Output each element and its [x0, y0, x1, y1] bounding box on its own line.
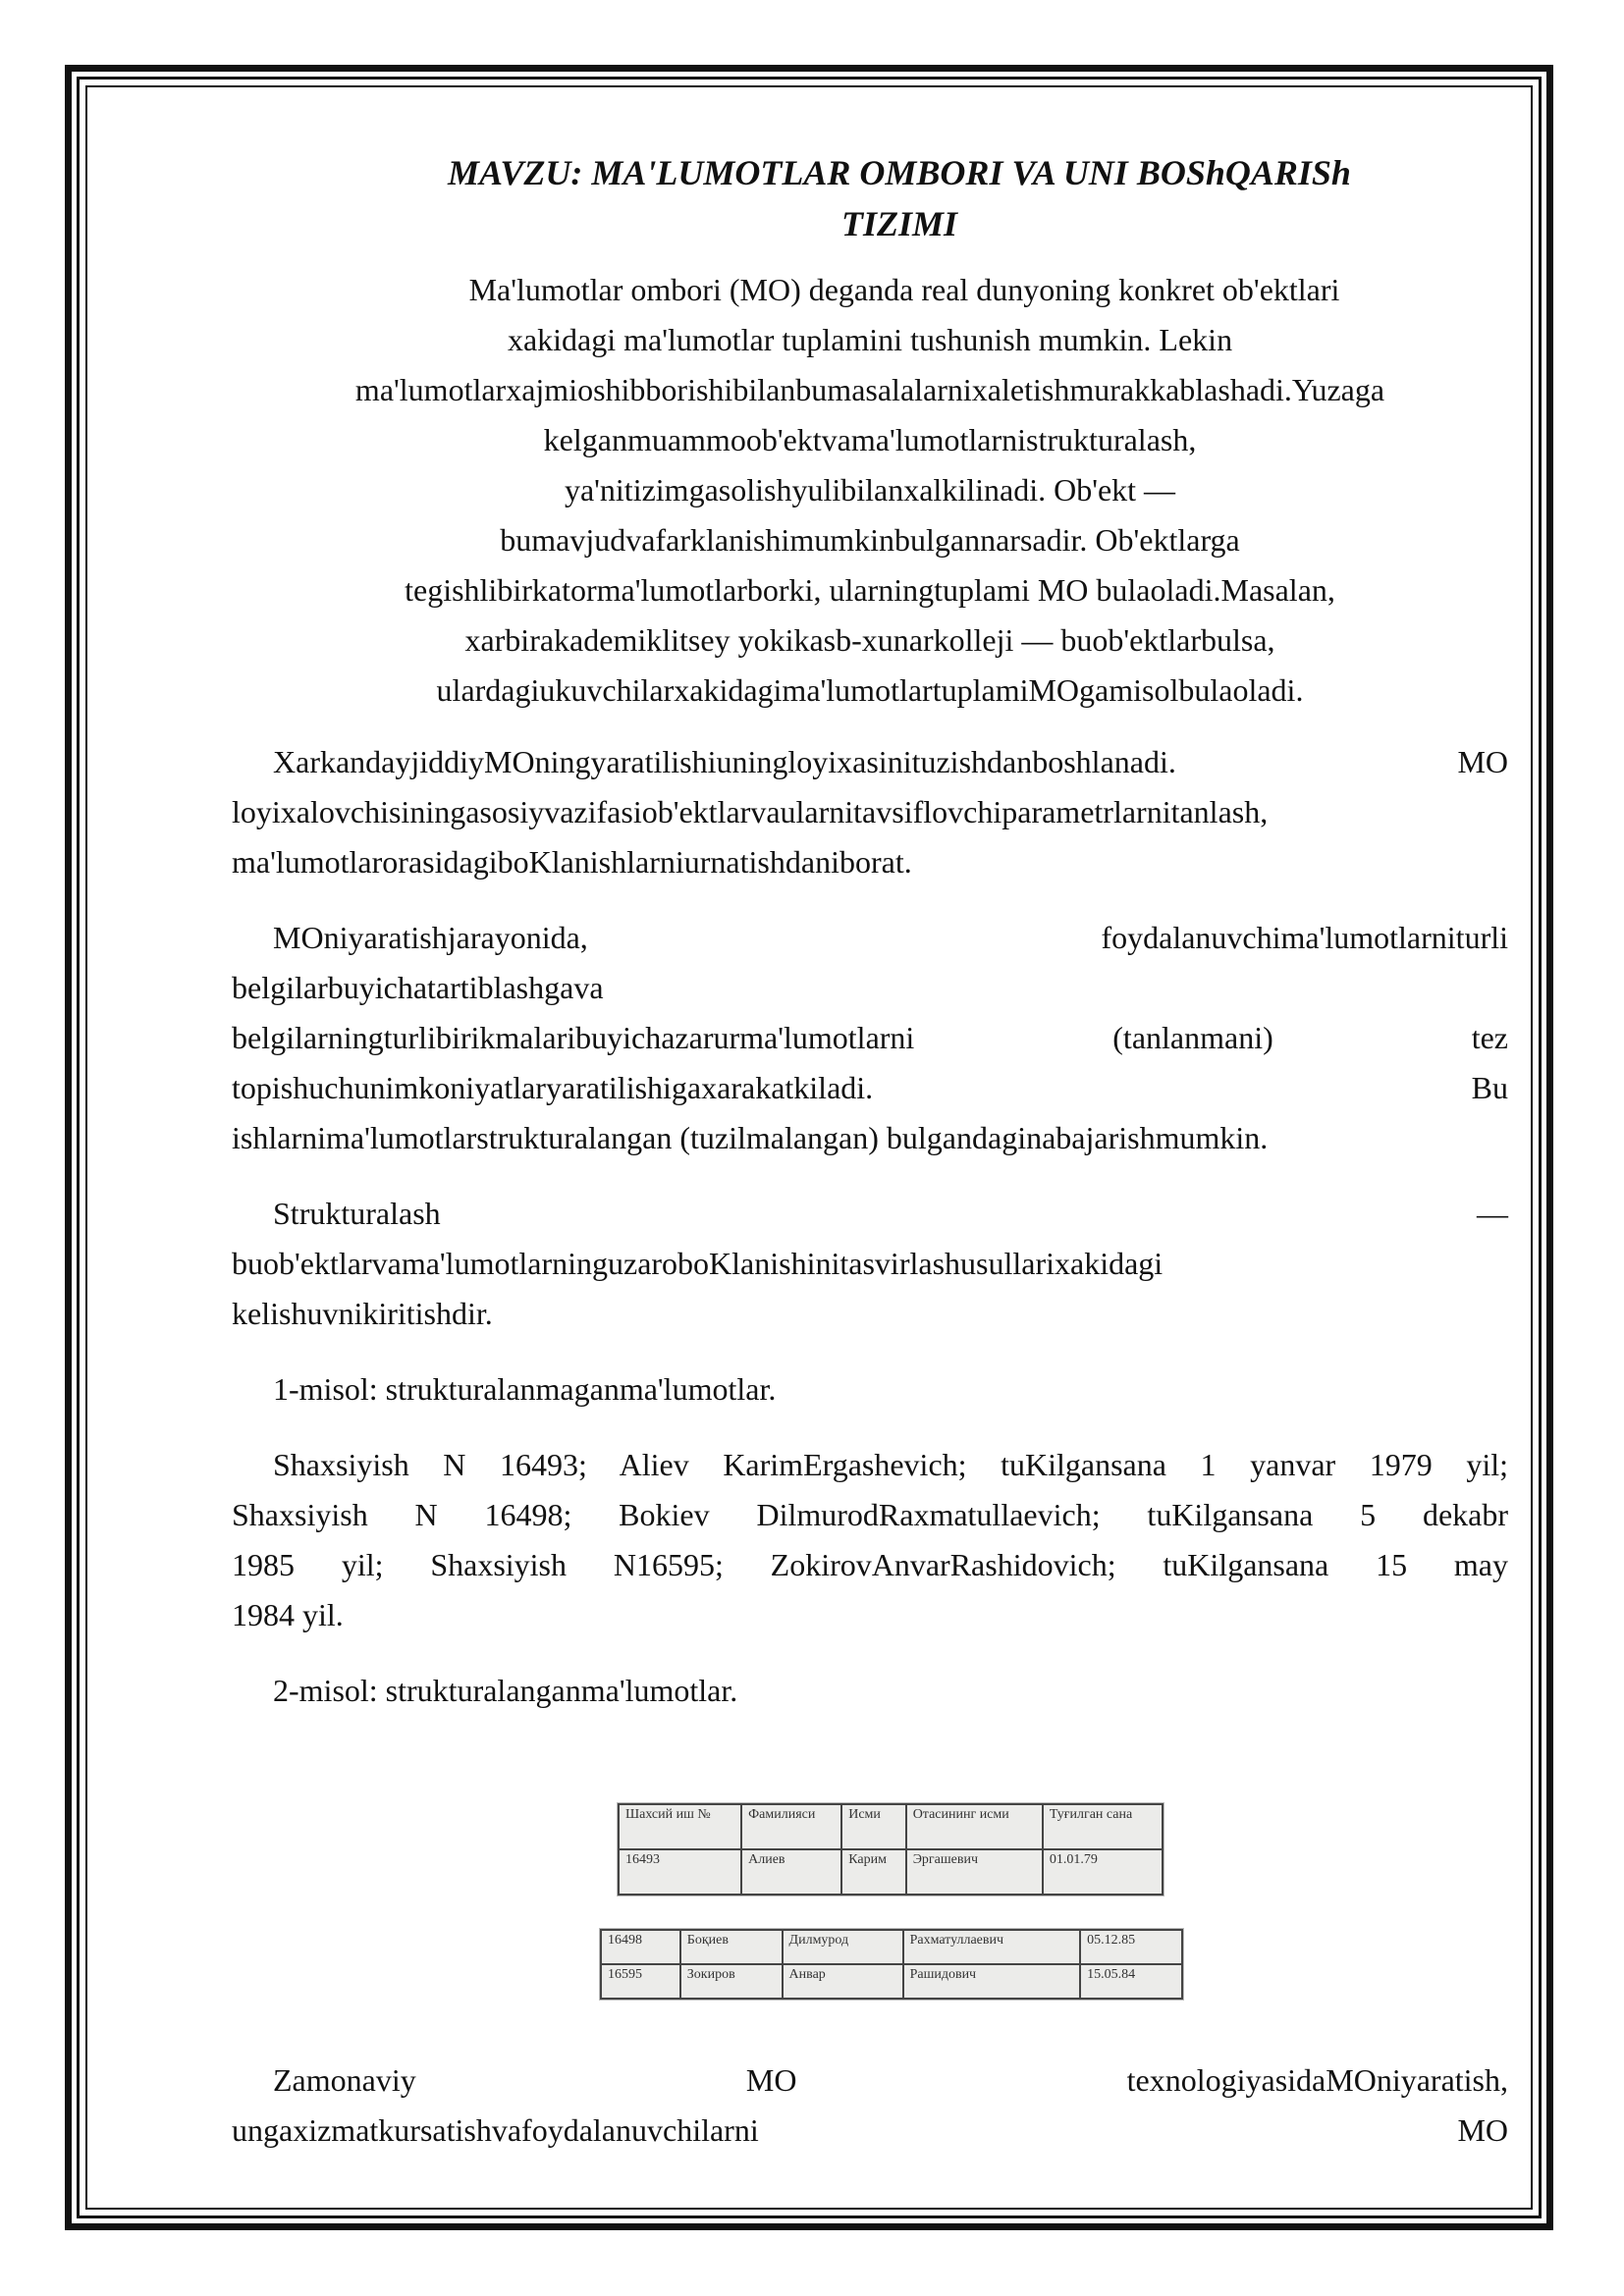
paragraph-line: topishuchunimkoniyatlaryaratilishigaxarakatkiladi. Bu: [232, 1070, 1508, 1105]
table-cell: Дилмурод: [783, 1930, 903, 1964]
table-cell: 05.12.85: [1080, 1930, 1182, 1964]
paragraph-line: 1985 yil; Shaxsiyish N16595; ZokirovAnvarRashidovich; tuKilgansana 15 may: [232, 1547, 1508, 1582]
paragraph-line: Shaxsiyish N 16498; Bokiev DilmurodRaxmatullaevich; tuKilgansana 5 dekabr: [232, 1497, 1508, 1532]
paragraph-line: belgilarningturlibirikmalaribuyichazarurma'lumotlarni (tanlanmani) tez: [232, 1020, 1508, 1055]
intro-paragraph: [232, 265, 1508, 716]
table-cell: Анвар: [783, 1964, 903, 1999]
table-cell: 01.01.79: [1043, 1849, 1163, 1895]
title-line-1: MAVZU: MA'LUMOTLAR OMBORI VA UNI BOShQARISh: [448, 153, 1351, 192]
paragraph-line: buob'ektlarvama'lumotlarninguzaroboKlanishinitasvirlashusullarixakidagi: [232, 1246, 1164, 1281]
table-cell: Алиев: [741, 1849, 841, 1895]
table-header-cell: Фамилияси: [741, 1804, 841, 1849]
paragraph-line: ungaxizmatkursatishvafoydalanuvchilarni MO: [232, 2112, 1508, 2148]
intro-line: ya'nitizimgasolishyulibilanxalkilinadi. Ob'ekt —: [564, 472, 1176, 507]
title-line-2: TIZIMI: [840, 204, 958, 243]
paragraph-line: XarkandayjiddiyMOningyaratilishiuningloyixasinituzishdanboshlanadi. MO: [273, 744, 1508, 779]
table-cell: 16498: [601, 1930, 680, 1964]
table-cell: 16595: [601, 1964, 680, 1999]
table-cell: Боқиев: [680, 1930, 783, 1964]
paragraph-mo-creation: [232, 913, 1508, 1163]
table-row: [619, 1849, 1163, 1895]
table-header-cell: Отасининг исми: [906, 1804, 1043, 1849]
intro-line: ma'lumotlarxajmioshibborishibilanbumasalalarnixaletishmurakkablashadi.Yuzaga: [354, 372, 1385, 407]
intro-line: xakidagi ma'lumotlar tuplamini tushunish mumkin. Lekin: [507, 322, 1233, 357]
document-body-bottom: [232, 2056, 1508, 2181]
intro-line: tegishlibirkatorma'lumotlarborki, ularningtuplami MO bulaoladi.Masalan,: [405, 572, 1335, 608]
table-cell: Эргашевич: [906, 1849, 1043, 1895]
intro-line: kelganmuammoob'ektvama'lumotlarnistrukturalash,: [543, 422, 1197, 457]
paragraph-line: Shaxsiyish N 16493; Aliev KarimErgashevich; tuKilgansana 1 yanvar 1979 yil;: [273, 1447, 1508, 1482]
paragraph-line: ishlarnima'lumotlarstrukturalangan (tuzilmalangan) bulgandaginabajarishmumkin.: [232, 1120, 1269, 1155]
table-cell: 16493: [619, 1849, 741, 1895]
example-2-heading: [232, 1666, 1508, 1716]
table-row: [601, 1930, 1182, 1964]
table-cell: Зокиров: [680, 1964, 783, 1999]
document-body: [232, 147, 1508, 1741]
table-cell: Рахматуллаевич: [903, 1930, 1081, 1964]
example-1-data: [232, 1440, 1508, 1640]
structured-data-table-1: [618, 1803, 1164, 1896]
table-cell: Карим: [841, 1849, 905, 1895]
scanned-table-2: [599, 1928, 1184, 2001]
intro-line: bumavjudvafarklanishimumkinbulgannarsadir. Ob'ektlarga: [500, 522, 1240, 558]
intro-line: xarbirakademiklitsey yokikasb-xunarkolleji — buob'ektlarbulsa,: [464, 622, 1275, 658]
intro-line: ulardagiukuvchilarxakidagima'lumotlartuplamiMOgamisolbulaoladi.: [436, 672, 1304, 708]
table-header-row: [619, 1804, 1163, 1849]
document-title: [232, 147, 1508, 249]
scanned-table-1: [617, 1802, 1164, 1896]
paragraph-line: Strukturalash —: [273, 1196, 1508, 1231]
paragraph-structuring: [232, 1189, 1508, 1339]
paragraph-line: 1984 yil.: [232, 1597, 344, 1632]
table-row: [601, 1964, 1182, 1999]
paragraph-line: MOniyaratishjarayonida, foydalanuvchima'lumotlarniturli: [273, 920, 1508, 955]
structured-data-table-2: [600, 1929, 1183, 2000]
paragraph-modern-technology: [232, 2056, 1508, 2156]
table-header-cell: Исми: [841, 1804, 905, 1849]
table-cell: 15.05.84: [1080, 1964, 1182, 1999]
paragraph-line: kelishuvnikiritishdir.: [232, 1296, 493, 1331]
paragraph-line: ma'lumotlarorasidagiboKlanishlarniurnatishdaniborat.: [232, 844, 912, 880]
paragraph-line: loyixalovchisiningasosiyvazifasiob'ektlarvaularnitavsiflovchiparametrlarnitanlash,: [232, 794, 1269, 829]
table-cell: Рашидович: [903, 1964, 1081, 1999]
paragraph-line: 2-misol: strukturalanganma'lumotlar.: [273, 1673, 738, 1708]
example-1-heading: [232, 1364, 1508, 1415]
intro-line: Ma'lumotlar ombori (MO) deganda real dunyoning konkret ob'ektlari: [468, 272, 1340, 307]
table-header-cell: Туғилган сана: [1043, 1804, 1163, 1849]
paragraph-line: Zamonaviy MO texnologiyasidaMOniyaratish,: [273, 2062, 1508, 2098]
table-header-cell: Шахсий иш №: [619, 1804, 741, 1849]
paragraph-line: belgilarbuyichatartiblashgava: [232, 970, 604, 1005]
paragraph-mo-design: [232, 737, 1508, 887]
paragraph-line: 1-misol: strukturalanmaganma'lumotlar.: [273, 1371, 777, 1407]
